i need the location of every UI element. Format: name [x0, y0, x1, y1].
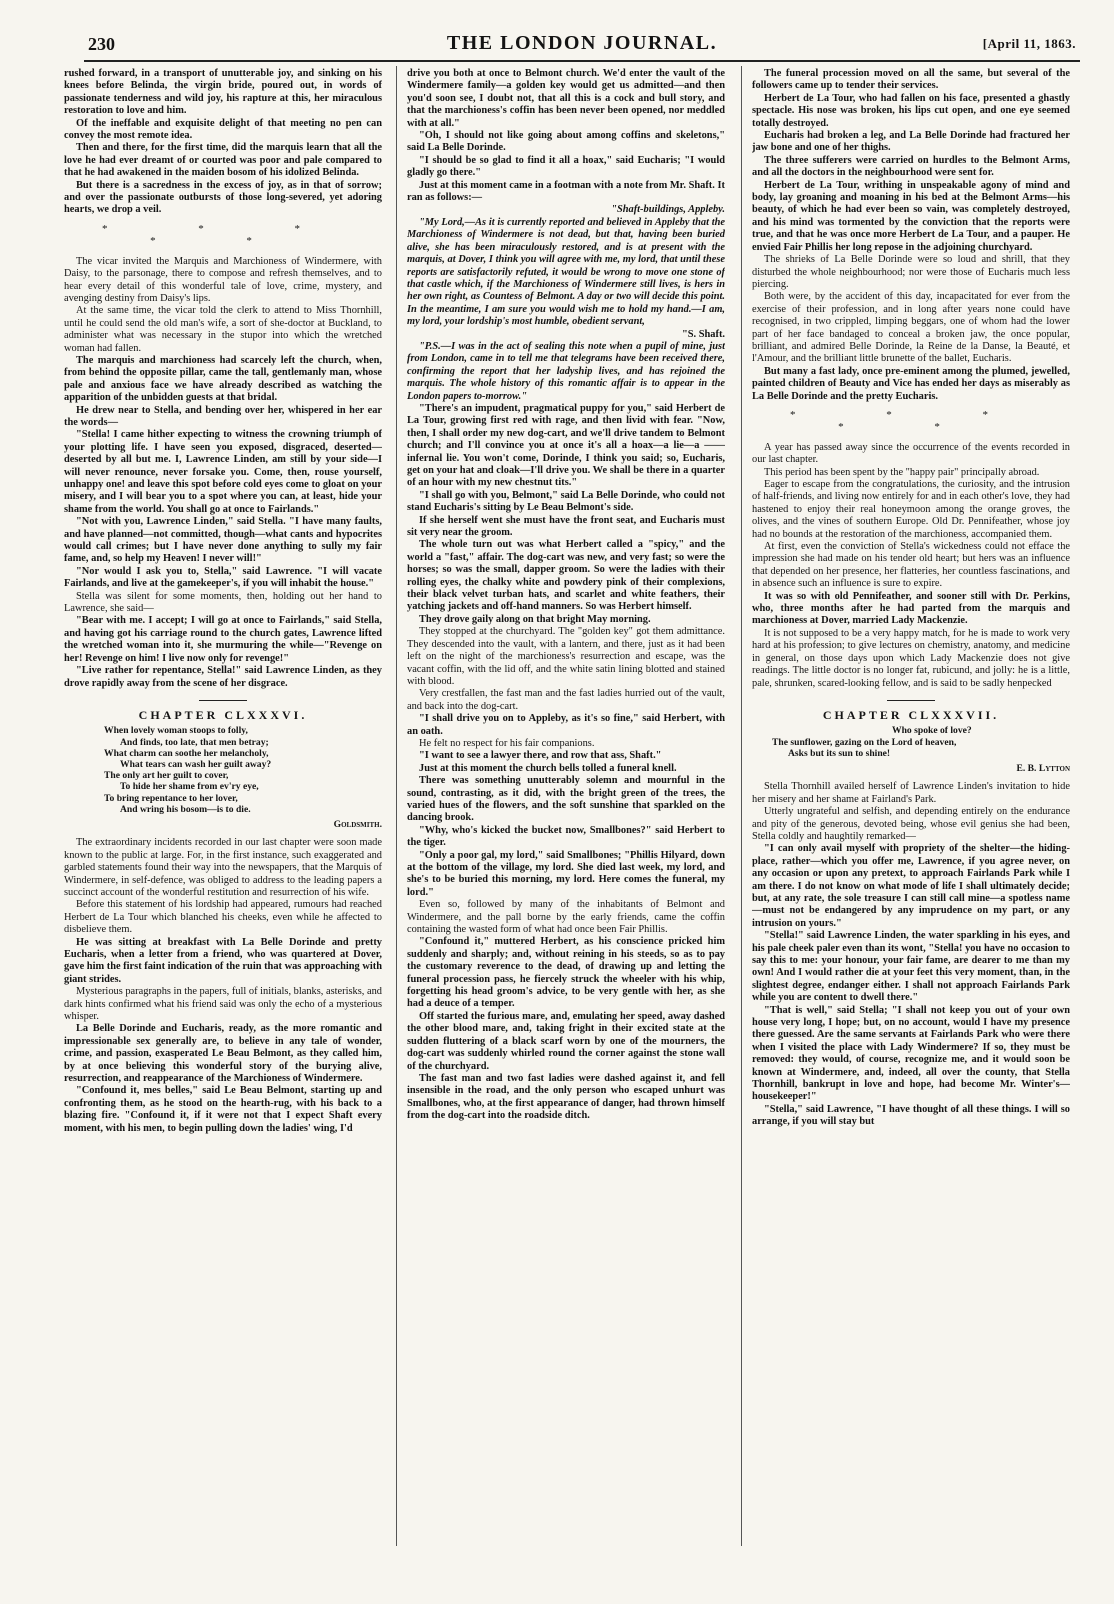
paragraph: drive you both at once to Belmont church. We'd enter the vault of the Windermere family—a golden key would get us admitted—and then you'd soon see, I doubt not, that all this is a cock and bull story, and that the marchioness's coffin has been never been opened, nor meddled with at all.": [407, 68, 725, 129]
paragraph: "I can only avail myself with propriety of the shelter—the hiding-place, rather—which you offer me, Lawrence, if you agree never, on any occasion or upon any pretext, to approach Fairlands Park while I am there. I do not know on what mode of life I shall ultimately decide; but, at any rate, the sole treasure I can still call mine—a spotless name—must not be endangered by any imprudence on my part, or any intrusion on yours.": [752, 843, 1070, 929]
chapter-heading: CHAPTER CLXXXVII.: [822, 707, 1000, 722]
paragraph: Both were, by the accident of this day, incapacitated for ever from the exercise of their profession, and in long after years none could have recognised, in two crippled, limping beggars, one of whom had the lower part of her face bandaged to conceal a broken jaw, the once popular, brilliant, and admired Belle Dorinde, la Reine de la Danse, la Beauté, et l'Amour, and the brilliant little brunette of the ballet, Eucharis.: [752, 291, 1070, 365]
paragraph: Eucharis had broken a leg, and La Belle Dorinde had fractured her jaw bone and one of her thighs.: [752, 130, 1070, 154]
paragraph: A year has passed away since the occurrence of the events recorded in our last chapter.: [752, 441, 1070, 466]
epigraph-attribution: E. B. Lytton: [1016, 762, 1070, 774]
paragraph: It was so with old Pennifeather, and sooner still with Dr. Perkins, who, three months after he had parted from the marquis and marchioness at Dover, married Lady Mackenzie.: [752, 590, 1070, 627]
column-3: [752, 68, 1070, 1528]
paragraph: "Live rather for repentance, Stella!" said Lawrence Linden, as they drove rapidly away from the scene of her disgrace.: [64, 665, 382, 689]
paragraph: He felt no respect for his fair companions.: [419, 737, 595, 749]
paragraph: "I shall go with you, Belmont," said La Belle Dorinde, who could not stand Eucharis's sitting by Le Beau Belmont's side.: [407, 489, 725, 514]
epigraph-line: Asks but its sun to shine!: [788, 747, 891, 759]
paragraph: If she herself went she must have the front seat, and Eucharis must sit very near the groom.: [407, 514, 725, 539]
page-header: [84, 30, 1080, 62]
epigraph: [772, 725, 1070, 759]
paragraph: At the same time, the vicar told the clerk to attend to Miss Thornhill, until he could send the old man's wife, a sort of she-doctor at Buckland, to administer what was necessary in the stupor into which the wretched woman had fallen.: [64, 305, 382, 354]
divider: [199, 700, 247, 701]
paragraph: "Only a poor gal, my lord," said Smallbones; "Phillis Hilyard, down at the bottom of the village, my lord. She died last week, my lord, and she's to be buried this morning, my lord. Here comes the funeral, my lord.": [407, 849, 725, 898]
paragraph: Herbert de La Tour, who had fallen on his face, presented a ghastly spectacle. His nose was broken, his lips cut open, and one eye seemed totally destroyed.: [752, 92, 1070, 129]
paragraph: The marquis and marchioness had scarcely left the church, when, from behind the opposite pillar, came the tall, gentlemanly man, whose pale and anxious face we have already described as watching the apparition of the unbidden guests at that bridal.: [64, 354, 382, 404]
paragraph: The whole turn out was what Herbert called a "spicy," and the world a "fast," affair. The dog-cart was new, and very fast; so were the horses; so was the small, dapper groom. So were the ladies with their rolling eyes, the chalky white and powdery pink of their complexions, their black velvet turban hats, and scarlet and white feathers, their yatching jackets and off-hand manners. So was Herbert himself.: [407, 539, 725, 613]
column-1: [64, 68, 382, 1528]
epigraph-line: And wring his bosom—is to die.: [120, 803, 251, 815]
section-break: * * * * *: [102, 222, 344, 248]
paragraph: Stella Thornhill availed herself of Lawrence Linden's invitation to hide her misery and her shame at Fairland's Park.: [752, 781, 1070, 805]
paragraph: "Bear with me. I accept; I will go at once to Fairlands," said Stella, and having got his carriage round to the church gates, Lawrence lifted the wretched woman into it, she murmuring the while—"Revenge on her! Revenge on him! I live now only for revenge!": [64, 615, 382, 664]
paragraph: But many a fast lady, once pre-eminent among the plumed, jewelled, painted children of Beauty and Vice has ended her days as miserably as La Belle Dorinde and the pretty Eucharis.: [752, 365, 1070, 402]
paragraph: "Not with you, Lawrence Linden," said Stella. "I have many faults, and have planned—not committed, though—what cants and hypocrites would call crimes; but I have never done anything to sully my fair fame, and, so help my Heaven! I never will!": [64, 516, 382, 565]
paragraph: This period has been spent by the "happy pair" principally abroad.: [764, 466, 1040, 478]
paragraph: But there is a sacredness in the excess of joy, as in that of sorrow; and over the passionate outbursts of those long-severed, yet adoring hearts, we drop a veil.: [64, 179, 382, 216]
paragraph: The fast man and two fast ladies were dashed against it, and fell insensible in the road, and the only person who escaped unhurt was Smallbones, who, at the first appearance of danger, had thrown himself from the dog-cart into the roadside ditch.: [407, 1072, 725, 1122]
section-break: * * * * *: [790, 408, 1032, 434]
paragraph: The three sufferers were carried on hurdles to the Belmont Arms, and all the doctors in the neighbourhood were sent for.: [752, 154, 1070, 179]
paragraph: They stopped at the churchyard. The "golden key" got them admittance. They descended into the vault, with a lantern, and there, just as it had been left on the night of the marchioness's resurrection and escape, was the vacant coffin, with the lid off, and the white satin lining blotted and stained with blood.: [407, 626, 725, 687]
epigraph-attribution: Goldsmith.: [333, 818, 382, 830]
paragraph: La Belle Dorinde and Eucharis, ready, as the more romantic and impressionable sex generally are, to believe in any tale of wonder, crime, and passion, exasperated Le Beau Belmont, as they called him, by at once believing this wonderful story of the burying alive, resurrection, and reappearance of the Marchioness of Windermere.: [64, 1023, 382, 1085]
paragraph: Before this statement of his lordship had appeared, rumours had reached Herbert de La Tour which blanched his cheeks, even while he affected to disbelieve them.: [64, 899, 382, 936]
column-rule: [396, 66, 397, 1546]
epigraph-line: And finds, too late, that men betray;: [120, 736, 269, 748]
paragraph: He was sitting at breakfast with La Belle Dorinde and pretty Eucharis, when a letter from a friend, who was quartered at Dover, gave him the first faint indication of the ruin that was approaching with giant strides.: [64, 936, 382, 985]
divider: [887, 700, 935, 701]
epigraph: [104, 725, 382, 815]
paragraph: "Stella! I came hither expecting to witness the crowning triumph of your plotting life. I have seen you exposed, disgraced, deserted—deserted by all but me. I, Lawrence Linden, am still by your side—I will never renounce, never forsake you. Come, then, rouse yourself, unhappy one! and leave this spot before cold eyes come to gloat on your misery, and I will bear you to a spot where you can, at least, hide your shame from the world. You shall go at once to Fairlands.": [64, 429, 382, 515]
epigraph-line: The sunflower, gazing on the Lord of heaven,: [772, 736, 957, 748]
paragraph: "I should be so glad to find it all a hoax," said Eucharis; "I would gladly go there.": [407, 154, 725, 179]
paragraph: The extraordinary incidents recorded in our last chapter were soon made known to the public at large. For, in the first instance, such exaggerated and garbled statements found their way into the newspapers, that the Marquis of Windermere, in self-defence, was obliged to address to the leading papers a succinct account of the wonderful restitution and resurrection of his wife.: [64, 837, 382, 898]
paragraph: Very crestfallen, the fast man and the fast ladies hurried out of the vault, and back into the dog-cart.: [407, 688, 725, 712]
epigraph-line: What tears can wash her guilt away?: [120, 758, 272, 770]
paragraph: "Confound it, mes belles," said Le Beau Belmont, starting up and confronting them, as he stood on the hearth-rug, with his back to a blazing fire. "Confound it, if it were not that I expect Shaft every moment, with his men, to begin pulling down the ladies' wing, I'd: [64, 1085, 382, 1134]
paragraph: "There's an impudent, pragmatical puppy for you," said Herbert de La Tour, growing first red with rage, and then livid with fear. "Now, then, I shall order my new dog-cart, and we'll drive tandem to Belmont church; and I'll convince you at once it's all a hoax—a lie—a —— infernal lie. You won't come, Dorinde, I think you said; so, Eucharis, get on your hat and cloak—I'll drive you. We shall be there in a quarter of an hour with my new chestnut tits.": [407, 402, 725, 489]
paragraph: It is not supposed to be a very happy match, for he is made to work very hard at his profession; to give lectures on chemistry, anatomy, and medicine in general, on those days upon which Lady Mackenzie does not give readings. The little doctor is no longer fat, rubicund, and jolly: he is a little, pale, shrunken, scared-looking fellow, and is said to be sadly henpecked: [752, 627, 1070, 689]
paragraph: Stella was silent for some moments, then, holding out her hand to Lawrence, she said—: [64, 590, 382, 615]
paragraph: The funeral procession moved on all the same, but several of the followers came up to tender their services.: [752, 68, 1070, 92]
paragraph: Utterly ungrateful and selfish, and depending entirely on the endurance and pity of the generous, devoted being, whose evil genius she had been, Stella coldly and haughtily remarked—: [752, 806, 1070, 842]
paragraph: Herbert de La Tour, writhing in unspeakable agony of mind and body, lay groaning and moaning in his bed at the Belmont Arms—his beauty, of which he had ever been so vain, was completely destroyed, and his mind was tormented by the conviction that the reports were true, and that he was once more Herbert de La Tour, and a pauper. He envied Fair Phillis her long repose in the adjoining churchyard.: [752, 179, 1070, 253]
paragraph: "I shall drive you on to Appleby, as it's so fine," said Herbert, with an oath.: [407, 713, 725, 737]
epigraph-line: To bring repentance to her lover,: [104, 792, 238, 804]
column-rule: [741, 66, 742, 1546]
paragraph: Just at this moment the church bells tolled a funeral knell.: [419, 762, 677, 774]
letter-postscript: "P.S.—I was in the act of sealing this note when a pupil of mine, just from London, came in to tell me that telegrams have been received there, confirming the report that her ladyship lives, and has rejoined the marquis. The whole history of this romantic affair is to appear in the London papers to-morrow.": [407, 340, 725, 402]
paragraph: "Stella!" said Lawrence Linden, the water sparkling in his eyes, and his pale cheek paler even than its wont, "Stella! you have no occasion to say this to me: your honour, your fair fame, are dearer to me than my own! And I would rather die at your feet this very moment, than, in the slightest degree, endanger either. I shall not approach Fairlands Park while you are content to dwell there.": [752, 930, 1070, 1004]
paragraph: He drew near to Stella, and bending over her, whispered in her ear the words—: [64, 404, 382, 428]
paragraph: Of the ineffable and exquisite delight of that meeting no pen can convey the most remote idea.: [64, 117, 382, 142]
paragraph: Even so, followed by many of the inhabitants of Belmont and Windermere, and the pall borne by the early friends, came the coffin containing the wasted form of what had once been Fair Phillis.: [407, 899, 725, 936]
paragraph: They drove gaily along on that bright May morning.: [419, 613, 651, 625]
chapter-heading: CHAPTER CLXXXVI.: [138, 707, 308, 722]
paragraph: Then and there, for the first time, did the marquis learn that all the love he had ever dreamt of or courted was poor and pale compared to that he had awakened in the maiden bosom of his idolized Belinda.: [64, 142, 382, 179]
paragraph: At first, even the conviction of Stella's wickedness could not efface the impression she had made on his tender old heart; but hers was an influence that depended on her presence, her flatteries, her countless fascinations, and in absence such an influence is sure to expire.: [752, 541, 1070, 590]
paragraph: "Stella," said Lawrence, "I have thought of all these things. I will so arrange, if you will stay but: [752, 1103, 1070, 1128]
paragraph: Mysterious paragraphs in the papers, full of initials, blanks, asterisks, and dark hints confirmed what his friend said was only the echo of a mysterious whisper.: [64, 986, 382, 1023]
paragraph: Off started the furious mare, and, emulating her speed, away dashed the other blood mare, and, taking fright in their excited state at the sudden fluttering of a black scarf worn by one of the mourners, the dog-cart was suddenly whirled round the corner against the stone wall of the churchyard.: [407, 1010, 725, 1072]
paragraph: rushed forward, in a transport of unutterable joy, and sinking on his knees before Belinda, the virgin bride, poured out, in words of passionate tenderness and wild joy, his rapture at this, her miraculous restoration to love and him.: [64, 68, 382, 117]
letter-address: "Shaft-buildings, Appleby.: [611, 204, 725, 216]
epigraph-line: What charm can soothe her melancholy,: [104, 747, 269, 759]
paragraph: Eager to escape from the congratulations, the curiosity, and the intrusion of half-friends, and living now entirely for and in each other's love, they had hastened to enjoy their real honeymoon among the orange groves, the olives, and the vines of southern Europe. Old Dr. Pennifeather, whose joy had no bounds at the restoration of the marchioness, accompanied them.: [752, 479, 1070, 540]
letter-body: "My Lord,—As it is currently reported and believed in Appleby that the Marchioness of Windermere is not dead, but that, having been buried alive, she has been miraculously restored, and is at present with the marquis, at Dover, I think you will agree with me, my lord, that until these reports are satisfactorily refuted, it would be wrong to move one stone of that castle which, if the Marchioness of Windermere still lives, is hers in her own right, as Countess of Belmont. A day or two will decide this point. In the meantime, I am sure you would wish me to hold my hand.—I am, my lord, your lordship's most humble, obedient servant,: [407, 216, 725, 328]
epigraph-line: To hide her shame from ev'ry eye,: [120, 781, 259, 793]
paragraph: "Why, who's kicked the bucket now, Smallbones?" said Herbert to the tiger.: [407, 824, 725, 849]
paragraph: The vicar invited the Marquis and Marchioness of Windermere, with Daisy, to the parsonage, there to compose and refresh themselves, and to hear every detail of this wonderful tale of love, crime, mystery, and avenging destiny from Daisy's lips.: [64, 255, 382, 304]
column-2: [407, 68, 725, 1528]
paragraph: The shrieks of La Belle Dorinde were so loud and shrill, that they disturbed the whole neighbourhood; nor were those of Eucharis much less piercing.: [752, 254, 1070, 290]
paragraph: "That is well," said Stella; "I shall not keep you out of your own house very long, I hope; but, on no account, would I have my presence there guessed. Are the same servants at Fairlands Park who were there when I visited the place with Lady Windermere? If so, they must be removed: they would, of course, recognize me, and it would soon be known at Windermere, and, indeed, all over the county, that Stella Thornhill, bankrupt in love and hope, had become Mr. Winter's—housekeeper!": [752, 1004, 1070, 1103]
paragraph: "Confound it," muttered Herbert, as his conscience pricked him suddenly and sharply; and, without reining in his steeds, so as to pay the customary reverence to the dead, of drawing up and letting the funeral procession pass, he fiercely struck the wheeler with his whip, forgetting his head groom's advice, to be very gentle with her, as she had a deuce of a temper.: [407, 936, 725, 1010]
paragraph: "Oh, I should not like going about among coffins and skeletons," said La Belle Dorinde.: [407, 130, 725, 154]
epigraph-line: Who spoke of love?: [892, 725, 972, 737]
issue-date: [April 11, 1863.: [982, 36, 1076, 51]
paragraph: "I want to see a lawyer there, and row that ass, Shaft.": [419, 750, 662, 762]
page-number: 230: [88, 34, 115, 54]
paragraph: "Nor would I ask you to, Stella," said Lawrence. "I will vacate Fairlands, and live at the gamekeeper's, if you will inhabit the house.": [64, 565, 382, 590]
paragraph: Just at this moment came in a footman with a note from Mr. Shaft. It ran as follows:—: [407, 179, 725, 204]
letter-signature: "S. Shaft.: [681, 328, 725, 340]
epigraph-line: When lovely woman stoops to folly,: [104, 725, 248, 737]
journal-title: THE LONDON JOURNAL.: [446, 32, 718, 54]
epigraph-line: The only art her guilt to cover,: [104, 770, 229, 782]
paragraph: There was something unutterably solemn and mournful in the sound, contrasting, as it did, with the bright green of the trees, the varied hues of the flowers, and the soft sunshine that sparkled on the dancing brook.: [407, 775, 725, 824]
